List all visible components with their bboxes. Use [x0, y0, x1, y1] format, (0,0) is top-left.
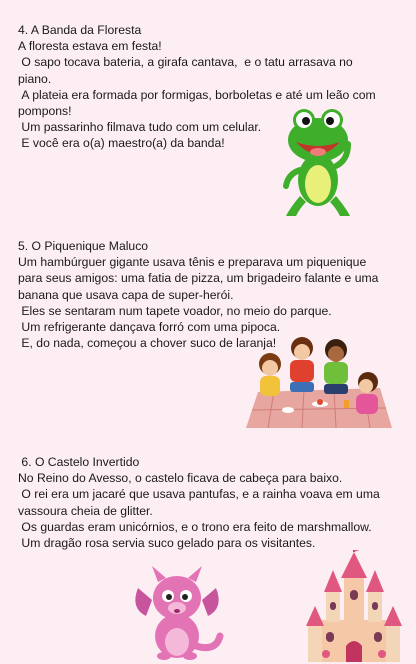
story-line: Eles se sentaram num tapete voador, no meio do parque.: [18, 303, 332, 318]
story-title: 6. O Castelo Invertido: [18, 455, 140, 469]
picnic-kids-illustration: [244, 330, 394, 430]
story-line: para seus amigos: uma fatia de pizza, um brigadeiro falante e uma: [18, 271, 379, 286]
story-line: piano.: [18, 71, 52, 86]
story-line: Os guardas eram unicórnios, e o trono era feito de marshmallow.: [18, 519, 372, 534]
story-title: 4. A Banda da Floresta: [18, 23, 142, 37]
story-line: pompons!: [18, 104, 72, 119]
pink-castle-illustration: [304, 550, 404, 662]
story-line: Um hambúrguer gigante usava tênis e preparava um piquenique: [18, 255, 367, 270]
story-castelo-invertido: [18, 454, 394, 551]
story-line: O sapo tocava bateria, a girafa cantava, e o tatu arrasava no: [18, 55, 353, 70]
story-line: A plateia era formada por formigas, borboletas e até um leão com: [18, 87, 376, 102]
story-line: E você era o(a) maestro(a) da banda!: [18, 136, 225, 151]
frog-illustration: [282, 104, 354, 224]
story-line: vassoura cheia de glitter.: [18, 503, 153, 518]
story-line: Um dragão rosa servia suco gelado para os visitantes.: [18, 536, 316, 551]
story-line: A floresta estava em festa!: [18, 39, 162, 54]
pink-dragon-illustration: [130, 564, 224, 662]
story-line: Um passarinho filmava tudo com um celular.: [18, 120, 262, 135]
story-line: banana que usava capa de super-herói.: [18, 287, 234, 302]
story-line: Um refrigerante dançava forró com uma pipoca.: [18, 320, 281, 335]
story-title: 5. O Piquenique Maluco: [18, 239, 149, 253]
story-line: No Reino do Avesso, o castelo ficava de cabeça para baixo.: [18, 471, 343, 486]
story-line: E, do nada, começou a chover suco de laranja!: [18, 336, 277, 351]
story-line: O rei era um jacaré que usava pantufas, e a rainha voava em uma: [18, 487, 380, 502]
